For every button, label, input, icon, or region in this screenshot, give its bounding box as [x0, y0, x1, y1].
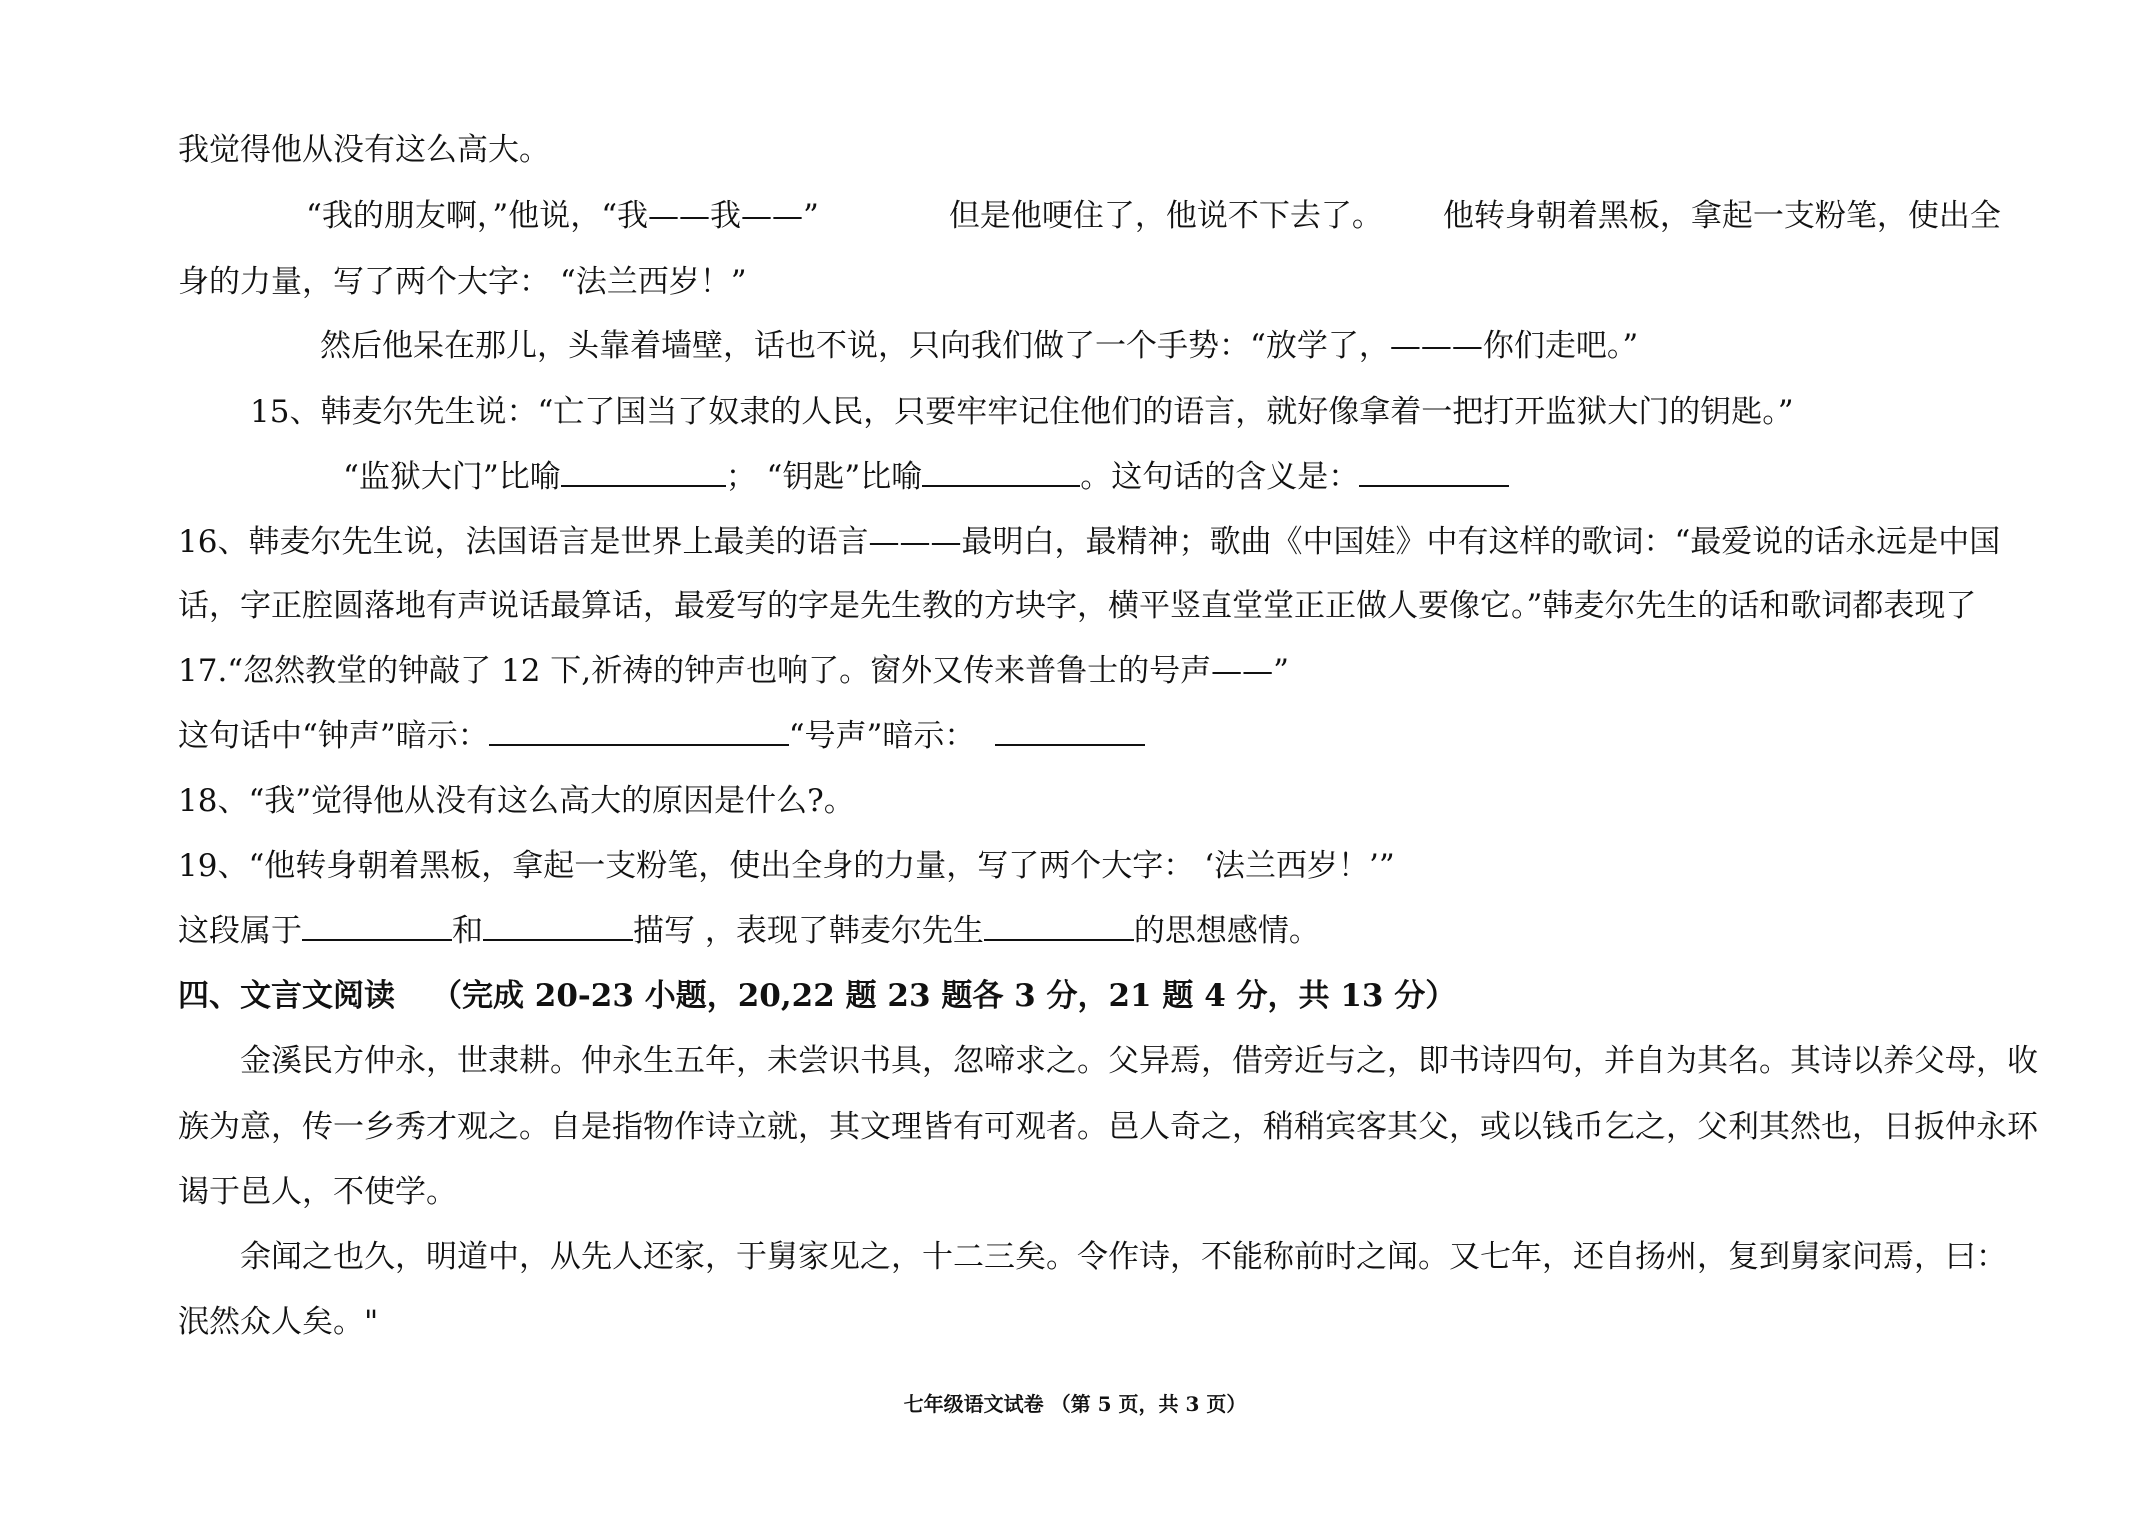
answer-blank[interactable] [995, 716, 1145, 746]
passage-quote: “我的朋友啊，”他说，“我——我——” [306, 198, 819, 234]
question-19-label-a: 这段属于 [178, 913, 302, 949]
passage-text: 他转身朝着黑板，拿起一支粉笔，使出全 [1442, 198, 2001, 234]
question-16-line: 16、韩麦尔先生说，法国语言是世界上最美的语言———最明白，最精神；歌曲《中国娃》中有这样的歌词：“最爱说的话永远是中国 [178, 524, 2001, 560]
classical-text-line: 余闻之也久，明道中，从先人还家，于舅家见之，十二三矣。令作诗，不能称前时之闻。又七年，还自扬州，复到舅家问焉，曰： [240, 1239, 2007, 1275]
passage-line: 我觉得他从没有这么高大。 [178, 132, 550, 168]
question-17-label-b: “号声”暗示： [788, 718, 976, 754]
question-16-line: 话，字正腔圆落地有声说话最算话，最爱写的字是先生教的方块字，横平竖直堂堂正正做人要像它。”韩麦尔先生的话和歌词都表现了 [178, 588, 1977, 624]
question-15-label-b: ； “钥匙”比喻 [725, 459, 923, 495]
question-17: 17.“忽然教堂的钟敲了 12 下,祈祷的钟声也响了。窗外又传来普鲁士的号声——” [178, 653, 1290, 689]
classical-text-line: 谒于邑人，不使学。 [178, 1174, 457, 1210]
question-15: 15、韩麦尔先生说：“亡了国当了奴隶的人民，只要牢牢记住他们的语言，就好像拿着一把打开监狱大门的钥匙。” [250, 394, 1794, 430]
question-15-label-c: 。这句话的含义是： [1080, 459, 1360, 495]
answer-blank[interactable] [302, 911, 452, 941]
question-19-label-c: 描写 ，表现了韩麦尔先生 [633, 913, 984, 949]
classical-text-line: 泯然众人矣。" [178, 1304, 379, 1340]
question-17-answer-line [178, 716, 1145, 756]
classical-text-line: 金溪民方仲永，世隶耕。仲永生五年，未尝识书具，忽啼求之。父异焉，借旁近与之，即书诗四句，并自为其名。其诗以养父母，收 [240, 1043, 2038, 1079]
question-19-answer-line [178, 911, 1320, 951]
question-15-label-a: “监狱大门”比喻 [343, 459, 561, 495]
question-19-label-b: 和 [452, 913, 483, 949]
passage-line [306, 196, 2001, 236]
question-17-label-a: 这句话中“钟声”暗示： [178, 718, 489, 754]
question-19-label-d: 的思想感情。 [1133, 913, 1320, 949]
answer-blank[interactable] [1359, 457, 1509, 487]
classical-text-line: 族为意，传一乡秀才观之。自是指物作诗立就，其文理皆有可观者。邑人奇之，稍稍宾客其父，或以钱币乞之，父利其然也，日扳仲永环 [178, 1109, 2038, 1145]
answer-blank[interactable] [922, 457, 1080, 487]
question-15-answer-line [343, 457, 1509, 497]
passage-line: 身的力量，写了两个大字： “法兰西岁！” [178, 264, 747, 300]
answer-blank[interactable] [489, 716, 789, 746]
question-18: 18、“我”觉得他从没有这么高大的原因是什么?。 [178, 783, 855, 819]
section-note: （完成 20-23 小题，20,22 题 23 题各 3 分，21 题 4 分，共 13 分） [431, 978, 1457, 1014]
section-4-heading [178, 976, 1456, 1016]
section-title: 四、文言文阅读 [178, 978, 395, 1014]
answer-blank[interactable] [483, 911, 633, 941]
answer-blank[interactable] [561, 457, 726, 487]
passage-text: 但是他哽住了，他说不下去了。 [948, 198, 1383, 234]
page-footer: 七年级语文试卷 （第 5 页，共 3 页） [903, 1392, 1247, 1416]
passage-line: 然后他呆在那儿，头靠着墙壁，话也不说，只向我们做了一个手势：“放学了，———你们走吧。” [320, 328, 1639, 364]
answer-blank[interactable] [984, 911, 1134, 941]
question-19: 19、“他转身朝着黑板，拿起一支粉笔，使出全身的力量，写了两个大字： ‘法兰西岁！’” [178, 848, 1395, 884]
